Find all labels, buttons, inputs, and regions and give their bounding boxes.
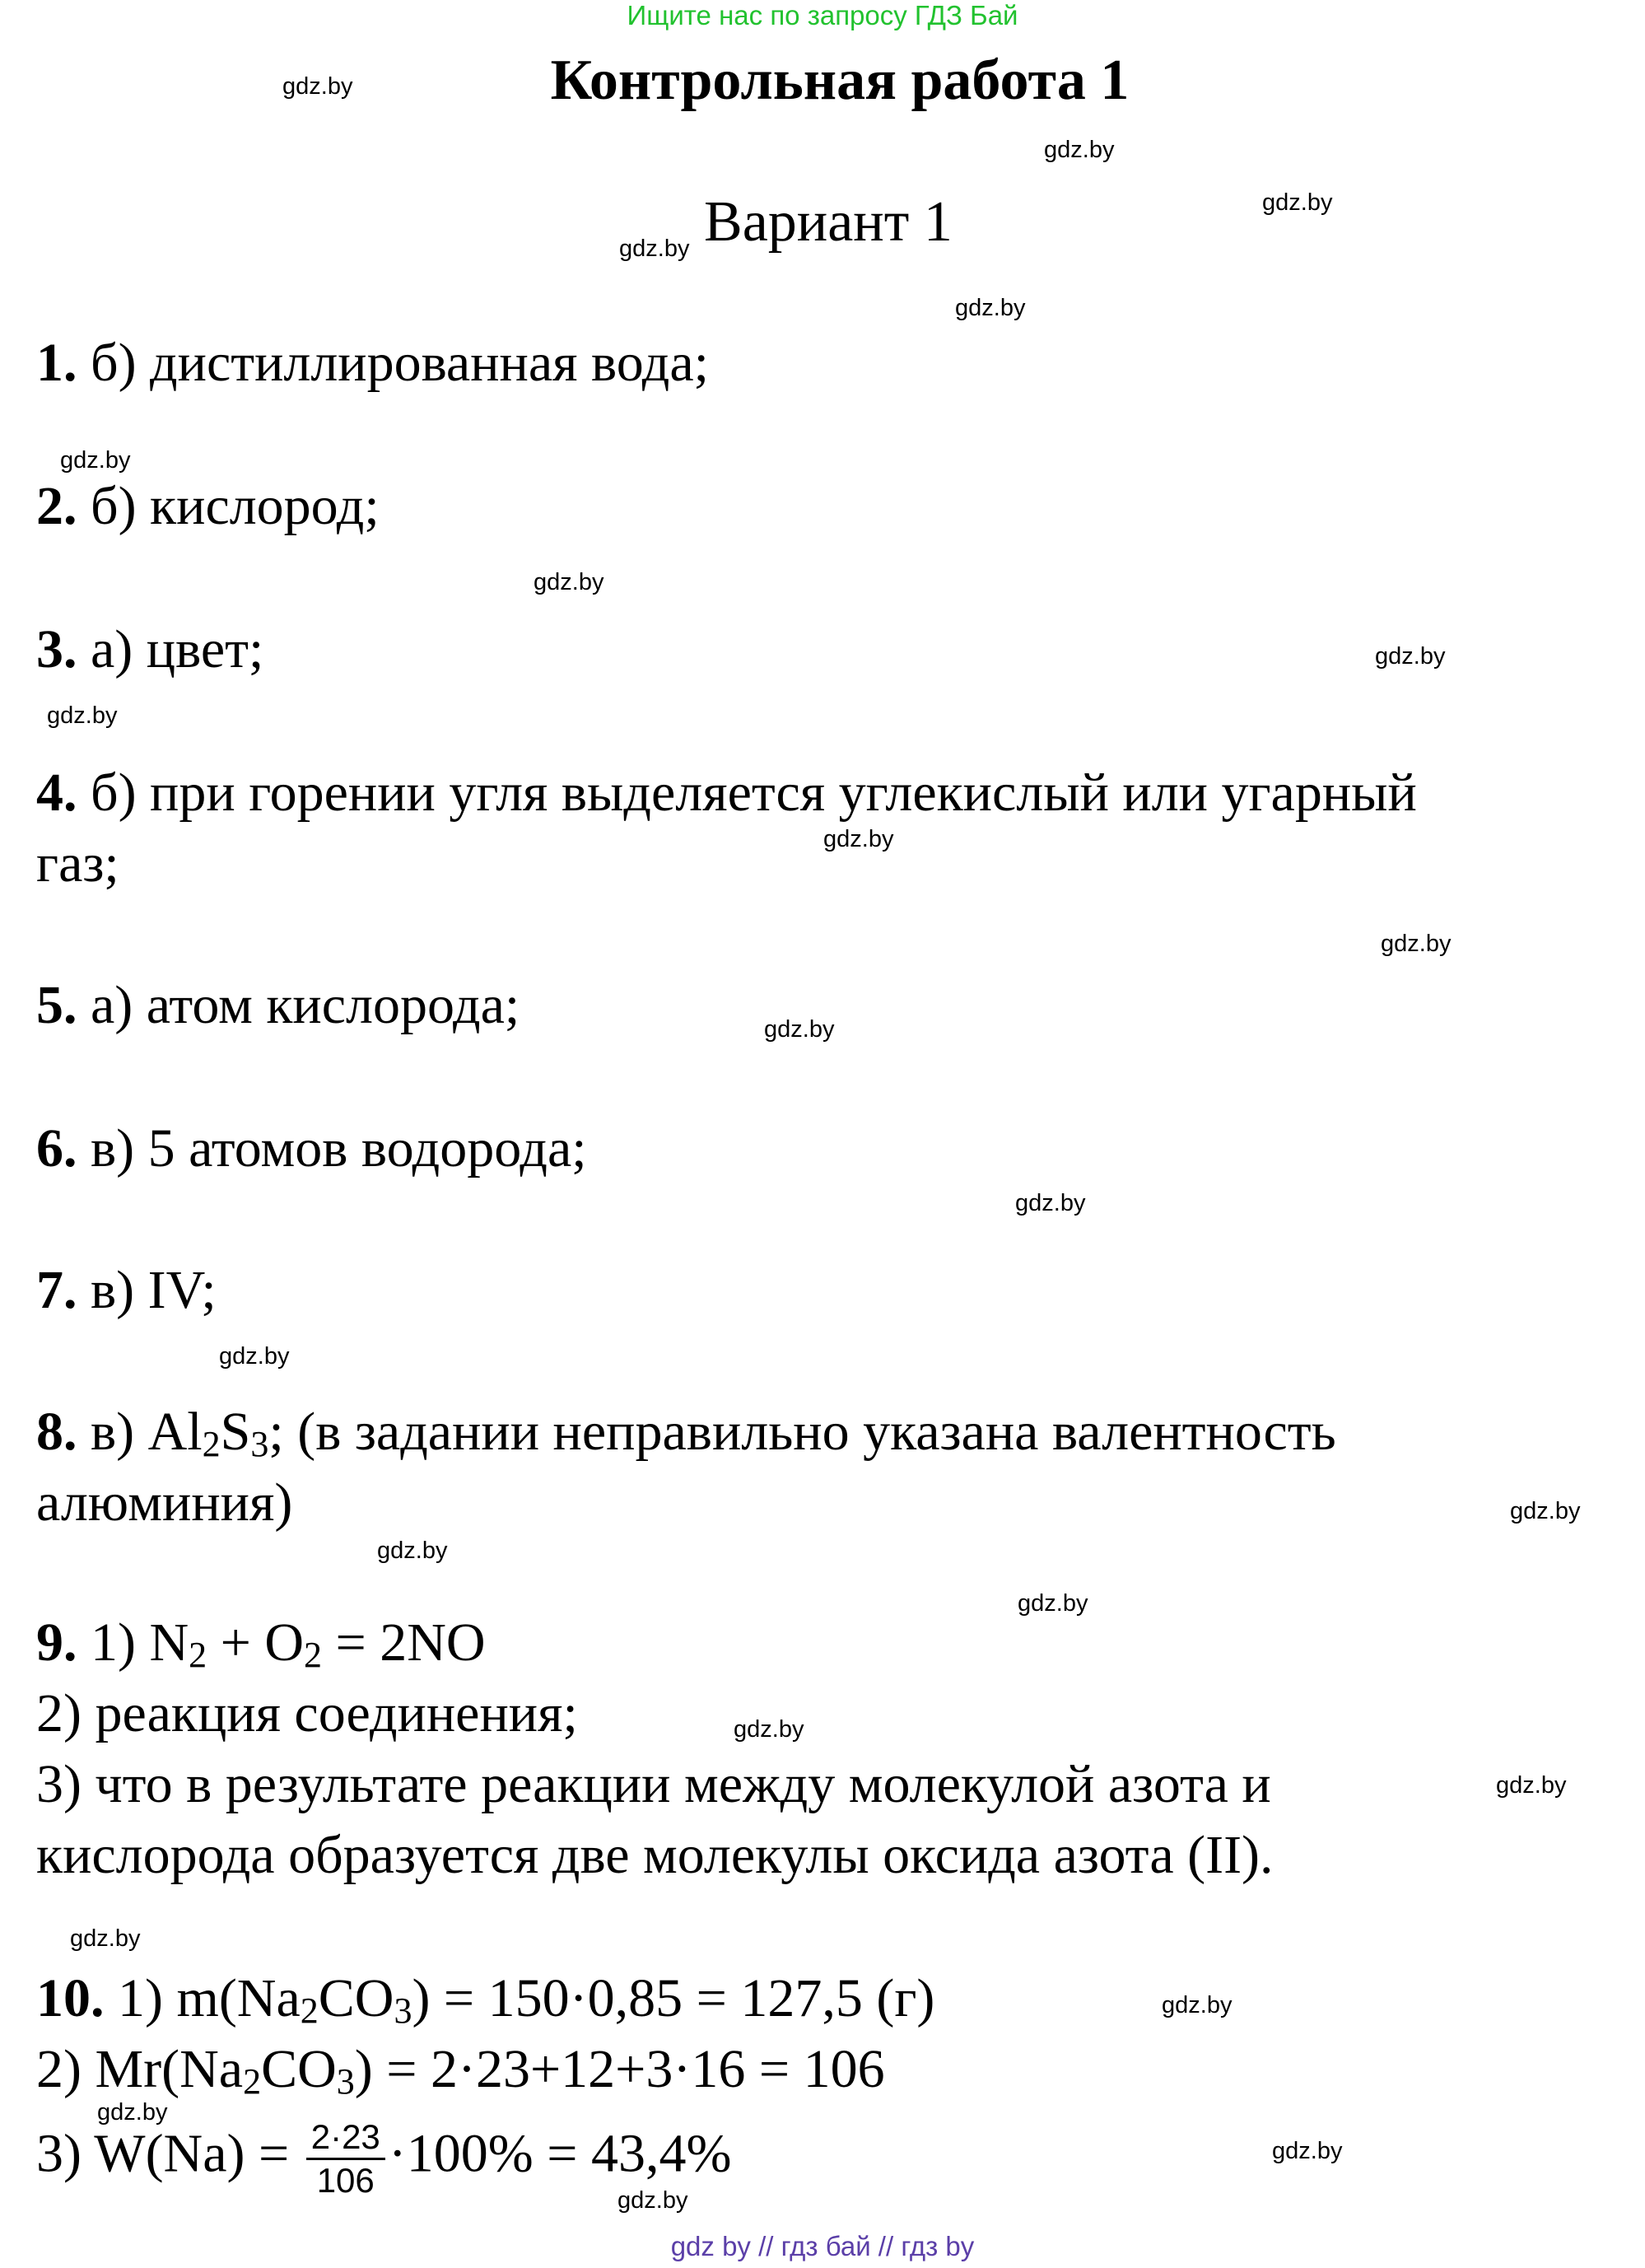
watermark: gdz.by <box>617 2187 688 2214</box>
top-banner[interactable]: Ищите нас по запросу ГДЗ Бай <box>627 0 1018 30</box>
answer-number: 4. <box>36 763 77 823</box>
answer-10-line2: 2) $Mr(Na_2CO_3) = 2\cdot 23+12+3\cdot 16 = 106$ <box>36 2039 885 2102</box>
watermark: gdz.by <box>1510 1498 1581 1524</box>
watermark: gdz.by <box>282 73 353 100</box>
answer-4-line2: газ; <box>36 833 119 894</box>
watermark: gdz.by <box>97 2099 168 2126</box>
fraction-numerator: 2·23 <box>306 2116 385 2160</box>
watermark: gdz.by <box>1272 2138 1343 2164</box>
answer-number: 1. <box>36 333 77 393</box>
answer-number: 9. <box>36 1612 77 1673</box>
answer-2: 2. б) кислород; <box>36 476 380 536</box>
answer-5: 5. а) атом кислорода; <box>36 975 520 1035</box>
answer-number: 8. <box>36 1402 77 1462</box>
footer-links[interactable]: gdz by // гдз бай // гдз by <box>670 2231 975 2261</box>
watermark: gdz.by <box>1162 1992 1233 2018</box>
fraction-denominator: 106 <box>316 2161 375 2200</box>
answer-8: 8. в) $Al_2S_3$; (в задании неправильно указана валентность <box>36 1402 1336 1464</box>
answer-number: 2. <box>36 476 77 536</box>
watermark: gdz.by <box>60 447 131 474</box>
answer-number: 3. <box>36 619 77 679</box>
page-title: Контрольная работа 1 <box>550 49 1130 112</box>
watermark: gdz.by <box>1018 1590 1088 1617</box>
variant-heading: Вариант 1 <box>704 190 953 254</box>
watermark: gdz.by <box>1381 931 1452 957</box>
watermark: gdz.by <box>1375 643 1446 670</box>
watermark: gdz.by <box>534 569 604 595</box>
watermark: gdz.by <box>823 826 894 852</box>
answer-3: 3. а) цвет; <box>36 619 264 679</box>
answer-number: 7. <box>36 1260 77 1320</box>
answer-number: 5. <box>36 975 77 1035</box>
watermark: gdz.by <box>764 1016 835 1043</box>
watermark: gdz.by <box>377 1538 448 1564</box>
watermark: gdz.by <box>734 1716 804 1743</box>
answer-9-line1: 9. 1) $N_2 + O_2 = 2NO$ <box>36 1612 486 1675</box>
fraction <box>306 2116 385 2201</box>
answer-9-line4: кислорода образуется две молекулы оксида азота (II). <box>36 1825 1274 1885</box>
watermark: gdz.by <box>955 295 1026 321</box>
answer-number: 6. <box>36 1118 77 1178</box>
answer-9-line2: 2) реакция соединения; <box>36 1683 578 1743</box>
answer-8-line2: алюминия) <box>36 1472 293 1533</box>
watermark: gdz.by <box>219 1343 290 1370</box>
answer-10-line3: 3) W(Na) = $\frac{2\cdot 23}{106}$ ·100% = 43,4% <box>36 2117 732 2200</box>
answer-6: 6. в) 5 атомов водорода; <box>36 1118 587 1178</box>
answer-7: 7. в) IV; <box>36 1260 217 1320</box>
watermark: gdz.by <box>1044 137 1115 163</box>
answer-1: 1. б) дистиллированная вода; <box>36 333 710 393</box>
answer-4: 4. б) при горении угля выделяется углекислый или угарный <box>36 763 1417 823</box>
answer-number: 10. <box>36 1968 105 2028</box>
watermark: gdz.by <box>619 236 690 262</box>
answer-9-line3: 3) что в результате реакции между молекулой азота и <box>36 1754 1271 1814</box>
watermark: gdz.by <box>70 1925 141 1952</box>
watermark: gdz.by <box>1496 1772 1567 1799</box>
watermark: gdz.by <box>1015 1190 1086 1216</box>
watermark: gdz.by <box>47 702 118 729</box>
answer-10-line1: 10. 1) $m(Na_2CO_3) = 150\cdot 0,85 = 127,5$ (г) <box>36 1968 935 2031</box>
watermark: gdz.by <box>1262 189 1333 216</box>
